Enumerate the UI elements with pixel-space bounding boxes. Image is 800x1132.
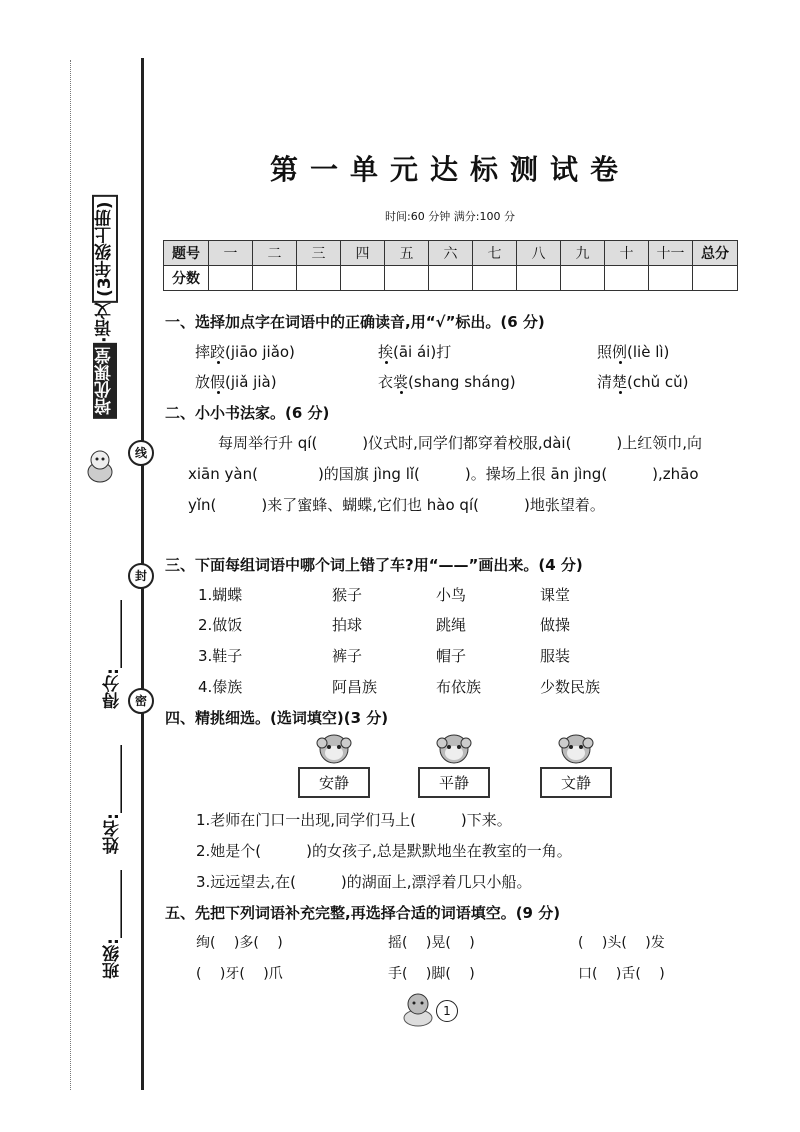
idiom-item[interactable]: ( )头( )发 <box>578 935 665 951</box>
mascot-icon <box>84 448 116 484</box>
word-item[interactable]: 3.鞋子 <box>198 647 243 665</box>
score-field[interactable]: 得分:________ <box>103 600 123 709</box>
word-item[interactable]: 少数民族 <box>540 678 601 696</box>
seal-mi: 密 <box>128 688 154 714</box>
seal-xian: 线 <box>128 440 154 466</box>
word-item[interactable]: 阿昌族 <box>332 678 378 696</box>
word-item[interactable]: 4.傣族 <box>198 678 243 696</box>
score-cell[interactable] <box>561 266 605 291</box>
score-cell[interactable] <box>297 266 341 291</box>
pinyin-item[interactable]: 挨(āi ái)打 <box>378 343 452 361</box>
header-cell: 三 <box>297 241 341 266</box>
header-cell: 七 <box>473 241 517 266</box>
word-item[interactable]: 课堂 <box>540 586 571 604</box>
header-cell: 九 <box>561 241 605 266</box>
word-item[interactable]: 裤子 <box>332 647 363 665</box>
score-cell[interactable] <box>253 266 297 291</box>
fill-sentence[interactable]: 3.远远望去,在( )的湖面上,漂浮着几只小船。 <box>196 873 532 891</box>
question-2-paragraph[interactable]: 每周举行升 qí( )仪式时,同学们都穿着校服,dài( )上红领巾,向 xiān yàn( )的国旗 jìng lǐ( )。操场上很 ān jìng( ),zhāo yǐn( )来了蜜蜂、蝴蝶,它们也 hào qí( )地张望着。 <box>188 434 703 514</box>
header-cell: 十 <box>605 241 649 266</box>
header-cell: 六 <box>429 241 473 266</box>
header-cell: 五 <box>385 241 429 266</box>
idiom-item[interactable]: 手( )脚( ) <box>388 966 475 982</box>
score-cell[interactable] <box>693 266 738 291</box>
word-item[interactable]: 2.做饭 <box>198 616 243 634</box>
mascot-footer-icon <box>398 990 438 1028</box>
word-sign[interactable] <box>540 733 612 798</box>
header-cell: 二 <box>253 241 297 266</box>
question-4-title: 四、精挑细选。(选词填空)(3 分) <box>165 709 389 727</box>
score-cell[interactable] <box>473 266 517 291</box>
page-title: 第一单元达标测试卷 <box>269 153 630 186</box>
word-item[interactable]: 布依族 <box>436 678 482 696</box>
pinyin-item[interactable]: 放假(jiǎ jià) <box>195 373 277 391</box>
header-cell: 八 <box>517 241 561 266</box>
word-sign[interactable] <box>418 733 490 798</box>
score-cell[interactable] <box>209 266 253 291</box>
seal-feng: 封 <box>128 563 154 589</box>
word-item[interactable]: 拍球 <box>332 616 363 634</box>
word-item[interactable]: 做操 <box>540 616 571 634</box>
header-cell: 四 <box>341 241 385 266</box>
fill-sentence[interactable]: 1.老师在门口一出现,同学们马上( )下来。 <box>196 811 512 829</box>
word-item[interactable]: 服装 <box>540 647 571 665</box>
pinyin-item[interactable]: 摔跤(jiāo jiǎo) <box>195 343 295 361</box>
pinyin-item[interactable]: 衣裳(shang sháng) <box>378 373 516 391</box>
score-table <box>163 240 738 291</box>
score-cell[interactable] <box>341 266 385 291</box>
header-cell: 一 <box>209 241 253 266</box>
score-cell[interactable] <box>649 266 693 291</box>
word-option: 文静 <box>540 767 612 798</box>
cut-line <box>70 60 71 1090</box>
question-1-title: 一、选择加点字在词语中的正确读音,用“√”标出。(6 分) <box>165 313 545 331</box>
idiom-item[interactable]: 摇( )晃( ) <box>388 935 475 951</box>
table-row-label: 题号 <box>164 241 209 266</box>
score-cell[interactable] <box>429 266 473 291</box>
pinyin-item[interactable]: 清楚(chǔ cǔ) <box>597 373 689 391</box>
idiom-item[interactable]: 绚( )多( ) <box>196 935 283 951</box>
score-cell[interactable] <box>385 266 429 291</box>
fill-sentence[interactable]: 2.她是个( )的女孩子,总是默默地坐在教室的一角。 <box>196 842 572 860</box>
idiom-item[interactable]: ( )牙( )爪 <box>196 966 283 982</box>
table-row-label: 分数 <box>164 266 209 291</box>
total-header: 总分 <box>693 241 738 266</box>
idiom-item[interactable]: 口( )舌( ) <box>578 966 665 982</box>
word-item[interactable]: 猴子 <box>332 586 363 604</box>
class-field[interactable]: 班级:________ <box>103 870 123 979</box>
grade-label: (3年级上册) <box>92 195 118 302</box>
score-cell[interactable] <box>605 266 649 291</box>
pinyin-item[interactable]: 照例(liè lì) <box>597 343 670 361</box>
name-field[interactable]: 姓名:________ <box>103 745 123 854</box>
score-cell[interactable] <box>517 266 561 291</box>
book-spine-label <box>92 195 117 419</box>
monkey-icon <box>434 733 474 765</box>
subject-label: ·语文 <box>95 302 115 343</box>
question-5-title: 五、先把下列词语补充完整,再选择合适的词语填空。(9 分) <box>165 904 561 922</box>
question-3-title: 三、下面每组词语中哪个词上错了车?用“——”画出来。(4 分) <box>165 556 583 574</box>
page-number: 1 <box>436 1000 458 1022</box>
word-sign[interactable] <box>298 733 370 798</box>
word-item[interactable]: 帽子 <box>436 647 467 665</box>
word-option: 安静 <box>298 767 370 798</box>
monkey-icon <box>314 733 354 765</box>
word-item[interactable]: 跳绳 <box>436 616 467 634</box>
question-2-title: 二、小小书法家。(6 分) <box>165 404 330 422</box>
header-cell: 十一 <box>649 241 693 266</box>
time-info: 时间:60 分钟 满分:100 分 <box>385 210 515 223</box>
word-item[interactable]: 1.蝴蝶 <box>198 586 243 604</box>
monkey-icon <box>556 733 596 765</box>
word-option: 平静 <box>418 767 490 798</box>
brand-name: 培优课堂 <box>93 343 117 419</box>
word-item[interactable]: 小鸟 <box>436 586 467 604</box>
